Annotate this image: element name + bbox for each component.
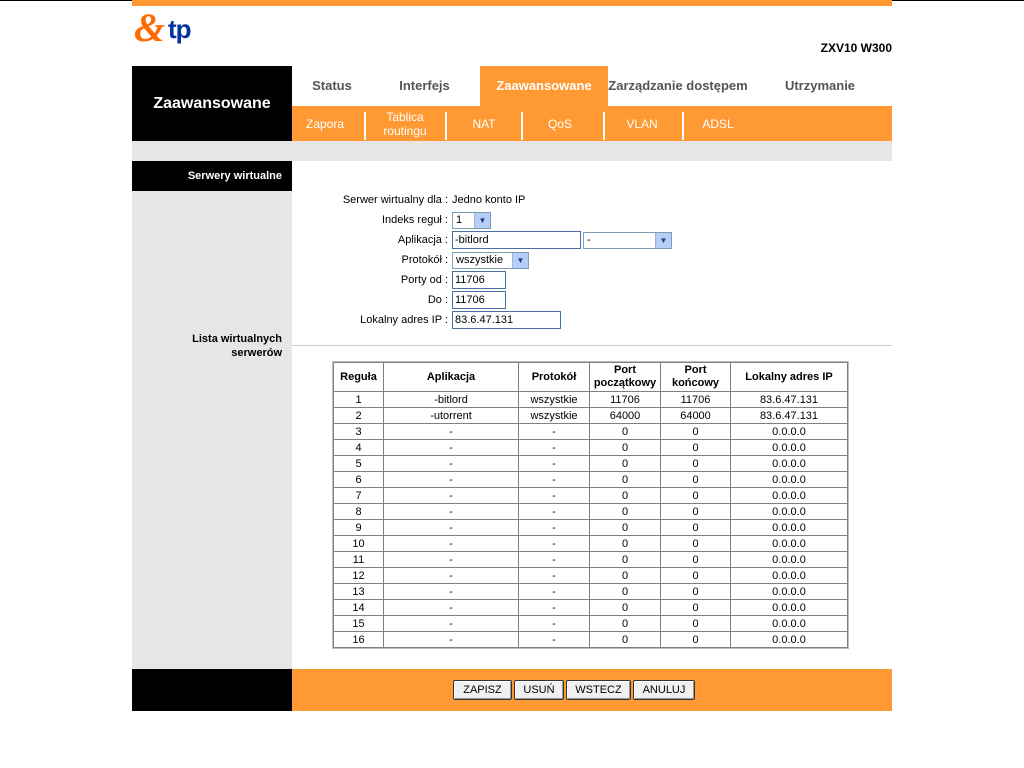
cell-local-ip: 0.0.0.0 (731, 584, 848, 600)
virtual-server-for-label: Serwer wirtualny dla : (342, 194, 448, 206)
cell-application: -bitlord (384, 392, 519, 408)
cell-protocol: - (519, 632, 590, 648)
cell-port-start: 0 (590, 456, 661, 472)
cell-port-end: 0 (661, 504, 731, 520)
cell-local-ip: 83.6.47.131 (731, 408, 848, 424)
cell-protocol: - (519, 520, 590, 536)
cell-application: - (384, 536, 519, 552)
application-input[interactable]: -bitlord (452, 231, 581, 249)
cell-protocol: - (519, 440, 590, 456)
tab-status[interactable]: Status (312, 78, 352, 93)
subtab-separator (521, 112, 523, 140)
cell-local-ip: 0.0.0.0 (731, 504, 848, 520)
table-row (334, 392, 848, 408)
cell-local-ip: 0.0.0.0 (731, 632, 848, 648)
cell-port-start: 11706 (590, 392, 661, 408)
form-row-port-from (292, 271, 892, 291)
cell-rule: 1 (334, 392, 384, 408)
cell-rule: 11 (334, 552, 384, 568)
application-select[interactable] (583, 232, 672, 249)
virtual-servers-table (333, 362, 848, 648)
rule-index-label: Indeks reguł : (381, 214, 448, 226)
local-ip-input[interactable]: 83.6.47.131 (452, 311, 561, 329)
cell-port-end: 0 (661, 472, 731, 488)
cell-protocol: wszystkie (519, 392, 590, 408)
form-row-application (292, 231, 892, 251)
cell-port-start: 0 (590, 424, 661, 440)
cell-port-end: 0 (661, 632, 731, 648)
cell-rule: 10 (334, 536, 384, 552)
cell-local-ip: 0.0.0.0 (731, 536, 848, 552)
save-button[interactable]: ZAPISZ (453, 680, 512, 700)
col-header-protocol: Protokół (519, 363, 590, 392)
cell-application: - (384, 568, 519, 584)
cell-port-start: 0 (590, 568, 661, 584)
cell-rule: 14 (334, 600, 384, 616)
cell-application: - (384, 504, 519, 520)
cell-port-start: 0 (590, 584, 661, 600)
cell-protocol: - (519, 568, 590, 584)
chevron-down-icon: ▼ (655, 233, 671, 248)
protocol-value: wszystkie (456, 254, 504, 266)
application-select-value: - (587, 234, 591, 246)
cell-local-ip: 0.0.0.0 (731, 424, 848, 440)
local-ip-label: Lokalny adres IP : (360, 314, 448, 326)
cell-rule: 16 (334, 632, 384, 648)
table-header-row (334, 363, 848, 392)
protocol-label: Protokół : (401, 254, 448, 266)
cell-port-end: 0 (661, 600, 731, 616)
cell-application: - (384, 424, 519, 440)
cell-local-ip: 0.0.0.0 (731, 440, 848, 456)
port-from-label: Porty od : (400, 274, 448, 286)
cell-rule: 2 (334, 408, 384, 424)
col-header-rule: Reguła (334, 363, 384, 392)
subtab-adsl[interactable]: ADSL (702, 116, 734, 131)
protocol-select[interactable] (452, 252, 529, 269)
cell-local-ip: 83.6.47.131 (731, 392, 848, 408)
cell-local-ip: 0.0.0.0 (731, 520, 848, 536)
cell-rule: 7 (334, 488, 384, 504)
cell-port-end: 0 (661, 584, 731, 600)
cell-local-ip: 0.0.0.0 (731, 488, 848, 504)
cell-protocol: - (519, 600, 590, 616)
table-row (334, 616, 848, 632)
rule-index-select[interactable] (452, 212, 491, 229)
cell-application: - (384, 584, 519, 600)
cell-port-start: 0 (590, 536, 661, 552)
cell-port-start: 0 (590, 488, 661, 504)
cell-rule: 3 (334, 424, 384, 440)
subtab-tablica-routingu[interactable]: Tablica routingu (383, 109, 427, 138)
port-to-label: Do : (427, 294, 448, 306)
cell-protocol: wszystkie (519, 408, 590, 424)
main-nav (292, 66, 892, 106)
table-row (334, 456, 848, 472)
table-row (334, 472, 848, 488)
cell-application: - (384, 552, 519, 568)
cell-protocol: - (519, 584, 590, 600)
cell-rule: 4 (334, 440, 384, 456)
cell-application: - (384, 488, 519, 504)
form-row-protocol (292, 251, 892, 271)
tp-logo-text: tp (168, 14, 191, 44)
sub-nav (292, 106, 892, 141)
cell-local-ip: 0.0.0.0 (731, 600, 848, 616)
table-row (334, 568, 848, 584)
cell-port-start: 64000 (590, 408, 661, 424)
cell-local-ip: 0.0.0.0 (731, 616, 848, 632)
cell-rule: 6 (334, 472, 384, 488)
cell-port-end: 0 (661, 424, 731, 440)
subtab-vlan[interactable]: VLAN (626, 116, 658, 131)
subtab-separator (364, 112, 366, 140)
cell-rule: 8 (334, 504, 384, 520)
cell-application: - (384, 632, 519, 648)
subtab-separator (445, 112, 447, 140)
cell-rule: 9 (334, 520, 384, 536)
col-header-port-start: Port początkowy (590, 363, 661, 392)
table-row (334, 424, 848, 440)
footer-left (132, 669, 292, 711)
delete-button[interactable]: USUŃ (514, 680, 564, 700)
cell-port-start: 0 (590, 616, 661, 632)
cell-protocol: - (519, 616, 590, 632)
cell-port-start: 0 (590, 520, 661, 536)
tab-zaawansowane[interactable]: Zaawansowane (480, 66, 608, 106)
form-divider (292, 345, 892, 346)
cell-port-end: 0 (661, 552, 731, 568)
cell-application: - (384, 456, 519, 472)
cell-port-start: 0 (590, 600, 661, 616)
table-row (334, 632, 848, 648)
table-row (334, 488, 848, 504)
table-row (334, 408, 848, 424)
port-to-input[interactable]: 11706 (452, 291, 506, 309)
chevron-down-icon: ▼ (512, 253, 528, 268)
cell-rule: 15 (334, 616, 384, 632)
virtual-server-for-value: Jedno konto IP (452, 194, 526, 206)
cell-protocol: - (519, 488, 590, 504)
cell-application: -utorrent (384, 408, 519, 424)
grey-strip (132, 141, 892, 161)
cell-application: - (384, 440, 519, 456)
col-header-local-ip: Lokalny adres IP (731, 363, 848, 392)
rule-index-value: 1 (456, 214, 463, 226)
table-row (334, 504, 848, 520)
tab-utrzymanie[interactable]: Utrzymanie (784, 78, 856, 93)
chevron-down-icon: ▼ (474, 213, 490, 228)
sidebar-section-serwery-wirtualne: Serwery wirtualne (132, 161, 292, 191)
cell-local-ip: 0.0.0.0 (731, 568, 848, 584)
application-label: Aplikacja : (397, 234, 448, 246)
cell-rule: 13 (334, 584, 384, 600)
cell-application: - (384, 600, 519, 616)
cell-protocol: - (519, 424, 590, 440)
cell-application: - (384, 472, 519, 488)
cell-protocol: - (519, 472, 590, 488)
subtab-zapora[interactable]: Zapora (305, 116, 345, 131)
table-row (334, 536, 848, 552)
tab-zarzadzanie-dostepem[interactable]: Zarządzanie dostępem (608, 78, 748, 93)
form-row-port-to (292, 291, 892, 311)
col-header-application: Aplikacja (384, 363, 519, 392)
subtab-qos[interactable]: QoS (547, 116, 572, 131)
device-model: ZXV10 W300 (820, 41, 892, 55)
table-row (334, 584, 848, 600)
cell-port-end: 0 (661, 616, 731, 632)
table-row (334, 440, 848, 456)
cell-application: - (384, 616, 519, 632)
sidebar-list-label: Lista wirtualnych serwerów (192, 333, 282, 359)
cell-port-start: 0 (590, 632, 661, 648)
table-row (334, 552, 848, 568)
cell-port-start: 0 (590, 552, 661, 568)
left-sidebar (132, 161, 292, 669)
cell-local-ip: 0.0.0.0 (731, 456, 848, 472)
cell-port-end: 0 (661, 568, 731, 584)
cell-port-end: 0 (661, 440, 731, 456)
cancel-button[interactable]: ANULUJ (633, 680, 695, 700)
top-accent-bar (132, 0, 892, 6)
cell-protocol: - (519, 504, 590, 520)
cell-rule: 5 (334, 456, 384, 472)
form-row-virtual-server-for (292, 191, 892, 211)
cell-local-ip: 0.0.0.0 (731, 552, 848, 568)
cell-rule: 12 (334, 568, 384, 584)
tp-logo-ampersand-icon: & (134, 5, 166, 50)
cell-protocol: - (519, 456, 590, 472)
cell-port-start: 0 (590, 440, 661, 456)
subtab-separator (603, 112, 605, 140)
table-row (334, 600, 848, 616)
cell-protocol: - (519, 536, 590, 552)
cell-local-ip: 0.0.0.0 (731, 472, 848, 488)
form-row-rule-index (292, 211, 892, 231)
form-row-local-ip (292, 311, 892, 331)
cell-port-end: 0 (661, 456, 731, 472)
subtab-nat[interactable]: NAT (472, 116, 496, 131)
tp-logo (134, 5, 204, 50)
cell-port-end: 0 (661, 488, 731, 504)
col-header-port-end: Port końcowy (661, 363, 731, 392)
cell-port-end: 64000 (661, 408, 731, 424)
cell-port-start: 0 (590, 504, 661, 520)
port-from-input[interactable]: 11706 (452, 271, 506, 289)
cell-protocol: - (519, 552, 590, 568)
back-button[interactable]: WSTECZ (566, 680, 631, 700)
cell-port-end: 0 (661, 520, 731, 536)
section-heading: Zaawansowane (132, 66, 292, 141)
tab-interfejs[interactable]: Interfejs (399, 78, 450, 93)
cell-port-start: 0 (590, 472, 661, 488)
cell-port-end: 0 (661, 536, 731, 552)
cell-port-end: 11706 (661, 392, 731, 408)
cell-application: - (384, 520, 519, 536)
table-row (334, 520, 848, 536)
